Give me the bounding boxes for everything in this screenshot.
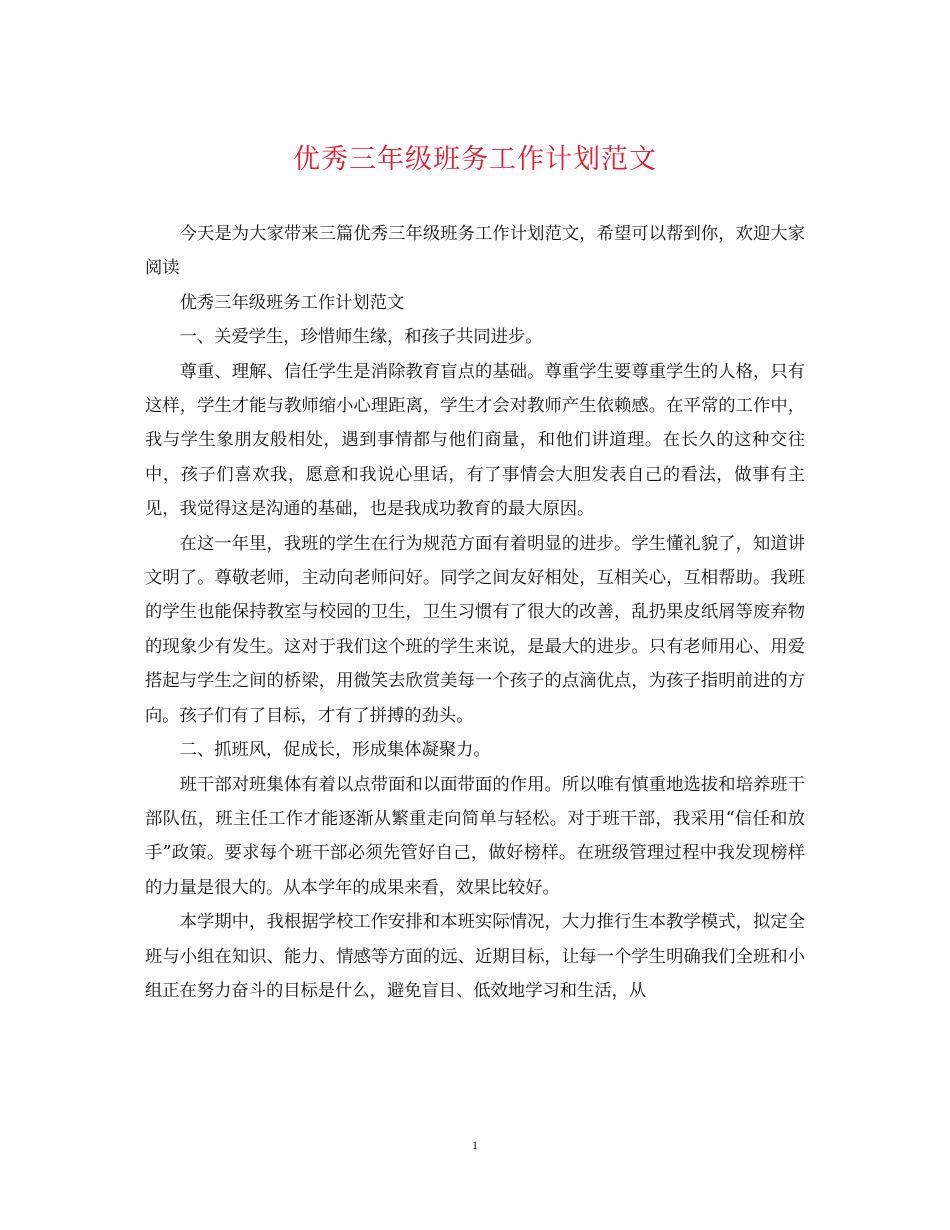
intro-paragraph: 今天是为大家带来三篇优秀三年级班务工作计划范文，希望可以帮到你，欢迎大家阅读 — [145, 224, 805, 279]
page-number: 1 — [472, 1138, 478, 1152]
subheading-one: 一、关爱学生，珍惜师生缘，和孩子共同进步。 — [179, 327, 543, 348]
body-paragraph: 在这一年里，我班的学生在行为规范方面有着明显的进步。学生懂礼貌了，知道讲文明了。尊敬老师，主动向老师问好。同学之间友好相处，互相关心，互相帮助。我班的学生也能保持教室与校园的卫生，卫生习惯有了很大的改善，乱扔果皮纸屑等废弃物的现象少有发生。这对于我们这个班的学生来说，是最大的进步。只有老师用心、用爱搭起与学生之间的桥梁，用微笑去欣赏美每一个孩子的点滴优点，为孩子指明前进的方向。孩子们有了目标，才有了拼搏的劲头。 — [145, 533, 805, 726]
body-paragraph: 本学期中，我根据学校工作安排和本班实际情况，大力推行生本教学模式，拟定全班与小组在知识、能力、情感等方面的远、近期目标，让每一个学生明确我们全班和小组正在努力奋斗的目标是什么，避免盲目、低效地学习和生活，从 — [145, 912, 805, 1001]
document-body — [145, 217, 805, 1008]
body-paragraph: 尊重、理解、信任学生是消除教育盲点的基础。尊重学生要尊重学生的人格，只有这样，学生才能与教师缩小心理距离，学生才会对教师产生依赖感。在平常的工作中，我与学生象朋友般相处，遇到事情都与他们商量，和他们讲道理。在长久的这种交往中，孩子们喜欢我，愿意和我说心里话，有了事情会大胆发表自己的看法，做事有主见，我觉得这是沟通的基础，也是我成功教育的最大原因。 — [145, 361, 805, 520]
body-paragraph: 班干部对班集体有着以点带面和以面带面的作用。所以唯有慎重地选拔和培养班干部队伍，班主任工作才能逐渐从繁重走向简单与轻松。对于班干部，我采用“信任和放手”政策。要求每个班干部必须先管好自己，做好榜样。在班级管理过程中我发现榜样的力量是很大的。从本学年的成果来看，效果比较好。 — [145, 774, 805, 898]
document-title: 优秀三年级班务工作计划范文 — [293, 144, 657, 175]
section-heading: 优秀三年级班务工作计划范文 — [179, 292, 405, 313]
subheading-two: 二、抓班风，促成长，形成集体凝聚力。 — [179, 740, 491, 761]
